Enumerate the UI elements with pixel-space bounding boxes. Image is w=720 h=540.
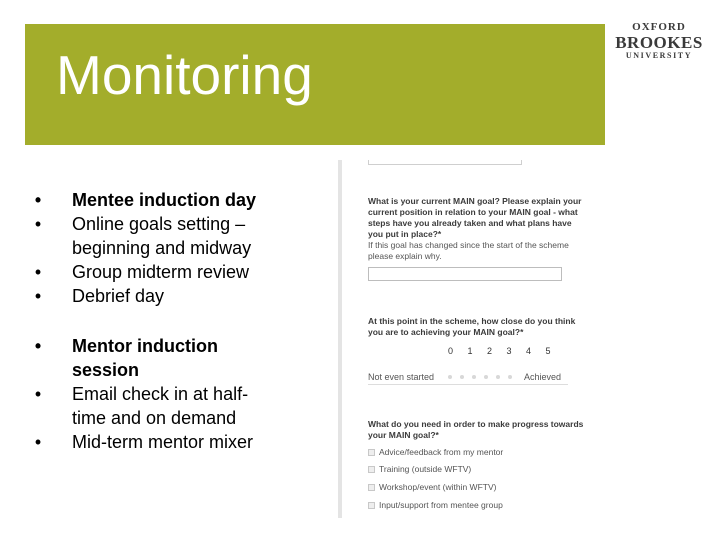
logo-line-oxford: OXFORD [632,21,686,33]
question-line: steps have you already taken and what plans have [368,218,572,228]
mentor-activities-list [28,334,263,454]
checkbox[interactable] [368,484,375,491]
scale-high-label: Achieved [524,372,562,382]
list-item-text: Email check in at half-time and on demand [72,384,249,428]
option-label: Workshop/event (within WFTV) [379,482,497,492]
scale-radio-5[interactable] [508,375,512,379]
logo-line-brookes: BROOKES [615,33,703,52]
option-workshop[interactable] [368,482,496,493]
university-logo [614,22,704,60]
bullet-icon: • [34,190,42,210]
list-item [28,334,263,382]
list-item-text: Group midterm review [72,262,250,282]
list-item [28,284,298,308]
option-advice[interactable] [368,447,503,458]
bullet-icon: • [34,262,42,282]
list-item [28,188,298,212]
hint-line: If this goal has changed since the start of the scheme [368,240,569,250]
option-label: Advice/feedback from my mentor [379,447,504,457]
question-progress [368,316,575,338]
list-item-text: Online goals setting – beginning and midway [72,214,252,258]
hint-line: please explain why. [368,251,442,261]
scale-radio-0[interactable] [448,375,452,379]
scale-radio-1[interactable] [460,375,464,379]
checkbox[interactable] [368,466,375,473]
main-goal-input[interactable] [368,267,562,281]
list-item [28,430,263,454]
question-line: At this point in the scheme, how close do you think [368,316,576,326]
question-line: What do you need in order to make progress towards [368,419,584,429]
page-title: Monitoring [56,44,313,106]
checkbox[interactable] [368,502,375,509]
scale-radio-2[interactable] [472,375,476,379]
bullet-icon: • [34,286,42,306]
list-item-text: Mid-term mentor mixer [72,432,254,452]
scale-numbers: 0 1 2 3 4 5 [448,346,557,356]
option-training[interactable] [368,464,471,475]
scale-radio-4[interactable] [496,375,500,379]
list-item-text: Mentee induction day [72,190,257,210]
checkbox[interactable] [368,449,375,456]
bullet-icon: • [34,432,42,452]
question-line: What is your current MAIN goal? Please explain your [368,196,582,206]
question-needs [368,419,583,441]
option-label: Input/support from mentee group [379,500,503,510]
question-line: your MAIN goal?* [368,430,439,440]
question-line: you put in place?* [368,229,442,239]
list-item-text: Mentor induction session [72,336,218,380]
bullet-icon: • [34,214,42,234]
list-item [28,212,298,260]
question-line: current position in relation to your MAIN goal - what [368,207,578,217]
scale-low-label: Not even started [368,372,435,382]
logo-line-university: UNIVERSITY [625,51,693,60]
progress-scale [368,370,568,385]
question-main-goal [368,196,582,240]
survey-form-screenshot [338,160,648,518]
list-item-text: Debrief day [72,286,165,306]
list-item [28,382,263,430]
question-line: you are to achieving your MAIN goal?* [368,327,524,337]
option-label: Training (outside WFTV) [379,464,472,474]
list-item [28,260,298,284]
scale-radio-3[interactable] [484,375,488,379]
previous-answer-field[interactable] [368,160,522,165]
option-input-support[interactable] [368,500,503,511]
question-hint [368,240,608,262]
bullet-icon: • [34,336,42,356]
mentee-activities-list [28,188,298,308]
bullet-icon: • [34,384,42,404]
